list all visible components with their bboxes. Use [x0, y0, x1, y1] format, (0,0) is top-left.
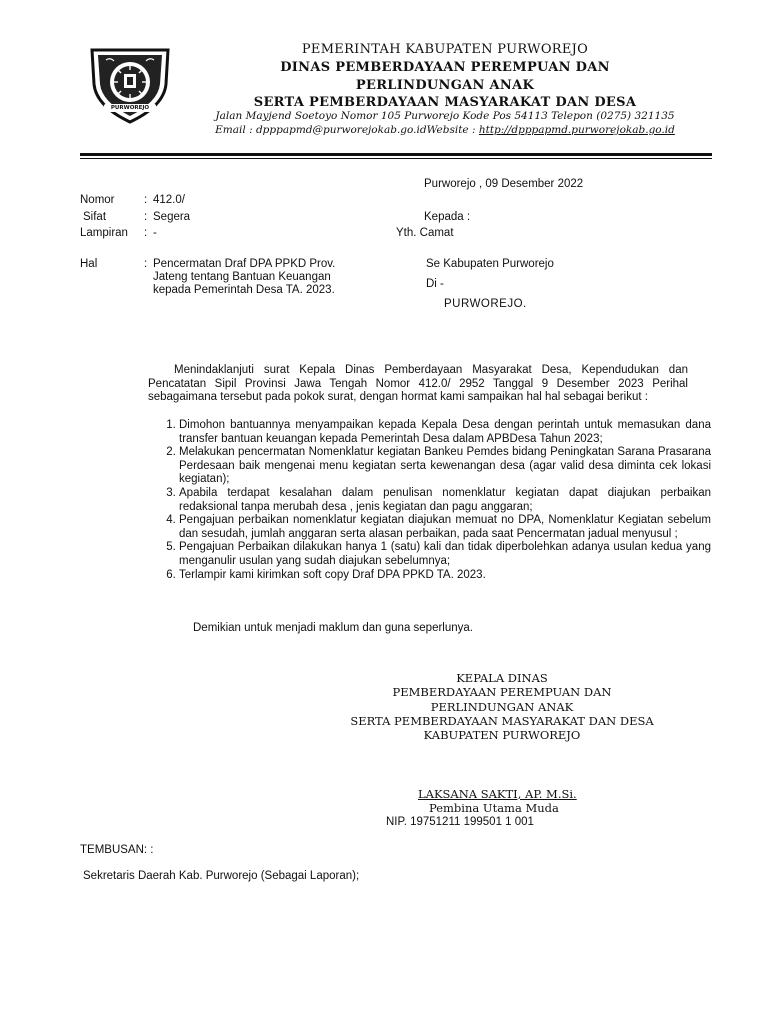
- signature-title-line1: KEPALA DINAS: [456, 671, 548, 685]
- hal-label: Hal: [80, 258, 98, 270]
- intro-paragraph: Menindaklanjuti surat Kepala Dinas Pemberdayaan Masyarakat Desa, Kependudukan dan Pencatatan Sipil Provinsi Jawa Tengah Nomor 412.0/ 2952 Tanggal 9 Desember 2023 Perihal sebagaimana tersebut pada pokok surat, dengan hormat kami sampaikan hal hal sebagai berikut :: [148, 364, 688, 404]
- header-email: Email : dpppapmd@purworejokab.go.idWebsite :: [215, 124, 479, 136]
- header-divider-thin: [80, 158, 712, 159]
- sifat-colon: :: [144, 211, 148, 223]
- recipient-city: PURWOREJO.: [444, 298, 527, 310]
- hal-line3: kepada Pemerintah Desa TA. 2023.: [153, 284, 335, 296]
- header-department-line2: PERLINDUNGAN ANAK: [355, 78, 535, 93]
- nomor-colon: :: [144, 194, 148, 206]
- list-item: 2. Melakukan pencermatan Nomenklatur kegiatan Bankeu Pemdes bidang Peningkatan Sarana Prasarana Perdesaan baik mengenai menu kegiatan serta kewenangan desa (agar valid desa diminta cek lokasi kegiatan);: [179, 446, 711, 487]
- tembusan-item: Sekretaris Daerah Kab. Purworejo (Sebagai Laporan);: [83, 870, 360, 882]
- hal-line1: Pencermatan Draf DPA PPKD Prov.: [153, 258, 336, 270]
- header-department-line3: SERTA PEMBERDAYAAN MASYARAKAT DAN DESA: [253, 95, 637, 110]
- lampiran-label: Lampiran: [80, 227, 128, 239]
- letter-date: Purworejo , 09 Desember 2022: [424, 178, 584, 190]
- yth-camat: Yth. Camat: [396, 227, 454, 239]
- nomor-label: Nomor: [80, 194, 115, 206]
- list-item: 3. Apabila terdapat kesalahan dalam penulisan nomenklatur kegiatan dapat diajukan perbaikan redaksional tanpa merubah desa , jenis kegiatan dan pagu anggaran;: [179, 487, 711, 514]
- website-link[interactable]: http://dpppapmd.purworejokab.go.id: [478, 124, 675, 136]
- header-government: PEMERINTAH KABUPATEN PURWOREJO: [301, 42, 589, 57]
- sifat-label: Sifat: [83, 211, 107, 223]
- logo-banner-text: PURWOREJO: [110, 105, 150, 111]
- sifat-value: Segera: [153, 211, 191, 223]
- signature-title-line4: SERTA PEMBERDAYAAN MASYARAKAT DAN DESA: [350, 713, 654, 728]
- list-item: 5. Pengajuan Perbaikan dilakukan hanya 1 (satu) kali dan tidak diperbolehkan adanya usulan kedua yang menganulir usulan yang sudah diajukan sebelumnya;: [179, 541, 711, 568]
- kepada-label: Kepada :: [424, 211, 471, 223]
- hal-line2: Jateng tentang Bantuan Keuangan: [153, 271, 331, 283]
- list-item: 4. Pengajuan perbaikan nomenklatur kegiatan diajukan memuat no DPA, Nomenklatur Kegiatan sebelum dan sesudah, jumlah anggaran serta alasan perbaikan, pada saat Pencermatan jadual menyusul ;: [179, 514, 711, 541]
- header-contact: [180, 124, 710, 136]
- body-intro: [148, 364, 688, 405]
- closing-sentence: Demikian untuk menjadi maklum dan guna seperlunya.: [193, 622, 473, 634]
- lampiran-colon: :: [144, 227, 148, 239]
- list-item: 1. Dimohon bantuannya menyampaikan kepada Kepala Desa dengan perintah untuk memasukan dana transfer bantuan keuangan kepada Pemerintah Desa dalam APBDesa Tahun 2023;: [179, 419, 711, 446]
- signatory-nip: NIP. 19751211 199501 1 001: [386, 816, 534, 828]
- recipient-di: Di -: [426, 278, 444, 290]
- header-address: Jalan Mayjend Soetoyo Nomor 105 Purworejo Kode Pos 54113 Telepon (0275) 321135: [215, 110, 675, 122]
- recipient-se-kabupaten: Se Kabupaten Purworejo: [426, 258, 554, 270]
- signatory-name: LAKSANA SAKTI, AP. M.Si.: [418, 787, 577, 801]
- hal-colon: :: [144, 258, 148, 270]
- header-department-line1: DINAS PEMBERDAYAAN PEREMPUAN DAN: [280, 60, 610, 75]
- regency-coat-of-arms-icon: [80, 44, 180, 126]
- signature-block: [314, 671, 690, 742]
- request-list: [156, 419, 711, 582]
- tembusan-label: TEMBUSAN: :: [80, 844, 154, 856]
- signature-title-line3: PERLINDUNGAN ANAK: [430, 699, 574, 714]
- lampiran-value: -: [153, 227, 157, 239]
- nomor-value: 412.0/: [153, 194, 185, 206]
- header-divider-thick: [80, 153, 712, 156]
- signatory-rank: Pembina Utama Muda: [429, 801, 559, 815]
- signature-title-line5: KABUPATEN PURWOREJO: [423, 728, 581, 743]
- list-item: 6. Terlampir kami kirimkan soft copy Draf DPA PPKD TA. 2023.: [179, 569, 711, 583]
- signature-title-line2: PEMBERDAYAAN PEREMPUAN DAN: [392, 685, 612, 700]
